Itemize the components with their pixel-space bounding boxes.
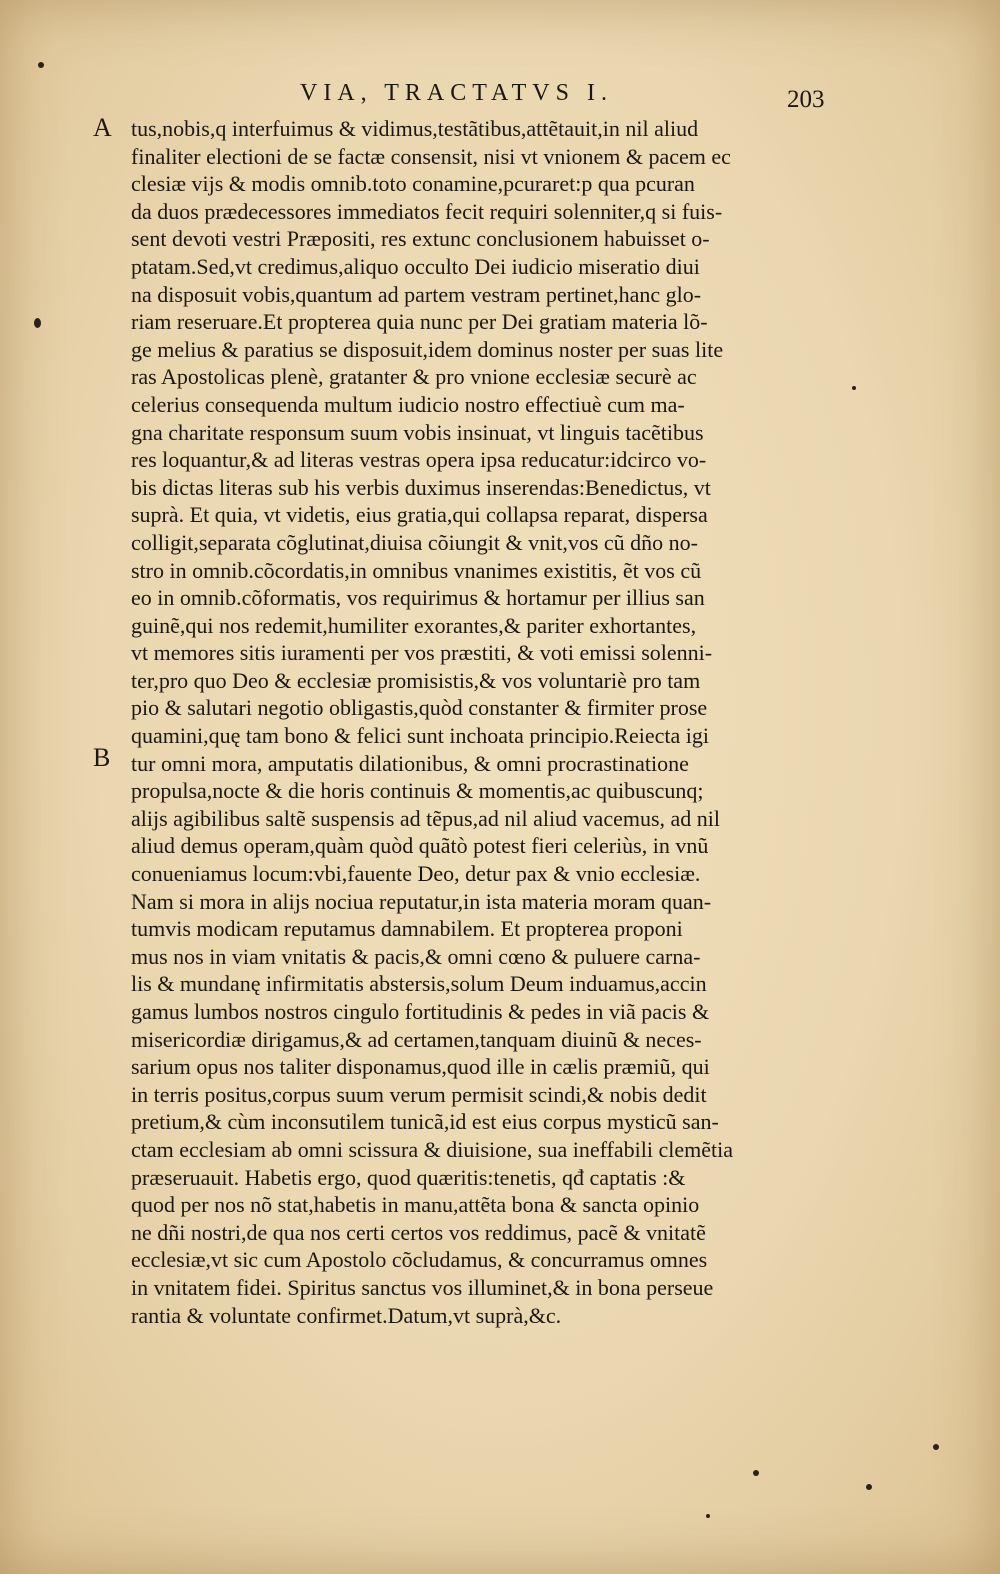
ink-speck <box>852 386 856 390</box>
text-line: Nam si mora in alijs nociua reputatur,in ista materia moram quan- <box>131 888 712 914</box>
text-line: bis dictas literas sub his verbis duximus inserendas:Benedictus, vt <box>131 474 711 500</box>
text-line: na disposuit vobis,quantum ad partem vestram pertinet,hanc glo- <box>131 281 702 307</box>
text-line: riam reseruare.Et propterea quia nunc per Dei gratiam materia lõ- <box>131 309 708 335</box>
text-line: tumvis modicam reputamus damnabilem. Et propterea proponi <box>131 916 683 942</box>
text-line: tus,nobis,q interfuimus & vidimus,testãtibus,attẽtauit,in nil aliud <box>131 116 699 141</box>
text-line: res loquantur,& ad literas vestras opera ipsa reducatur:idcirco vo- <box>131 447 707 473</box>
text-line: rantia & voluntate confirmet.Datum,vt suprà,&c. <box>131 1302 562 1328</box>
running-head: VIA, TRACTATVS I. <box>300 80 613 106</box>
text-line: ter,pro quo Deo & ecclesiæ promisistis,& vos voluntariè pro tam <box>131 667 701 693</box>
text-line: celerius consequenda multum iudicio nostro effectiuè cum ma- <box>131 391 685 417</box>
text-line: alijs agibilibus saltẽ suspensis ad tẽpus,ad nil aliud vacemus, ad nil <box>131 805 721 831</box>
text-line: guinẽ,qui nos redemit,humiliter exorantes,& pariter exhortantes, <box>131 612 697 638</box>
ink-speck <box>933 1444 939 1450</box>
text-line: præseruauit. Habetis ergo, quod quæritis:tenetis, qđ captatis :& <box>131 1164 686 1190</box>
body-text <box>131 115 831 1329</box>
text-line: suprà. Et quia, vt videtis, eius gratia,qui collapsa reparat, dispersa <box>131 502 708 528</box>
text-line: pretium,& cùm inconsutilem tunicã,id est eius corpus mysticũ san- <box>131 1109 719 1135</box>
page-number: 203 <box>787 86 825 113</box>
text-line: aliud demus operam,quàm quòd quãtò potest fieri celeriùs, in vnũ <box>131 833 709 859</box>
text-line: finaliter electioni de se factæ consensit, nisi vt vnionem & pacem ec <box>131 143 731 169</box>
ink-speck <box>753 1470 759 1476</box>
marginal-letter-b: B <box>93 743 111 772</box>
text-line: misericordiæ dirigamus,& ad certamen,tanquam diuinũ & neces- <box>131 1026 702 1052</box>
text-line: ras Apostolicas plenè, gratanter & pro vnione ecclesiæ securè ac <box>131 364 697 390</box>
text-line: in terris positus,corpus suum verum permisit scindi,& nobis dedit <box>131 1081 707 1107</box>
marginal-letter-a: A <box>93 113 112 142</box>
text-line: colligit,separata cõglutinat,diuisa cõiungit & vnit,vos cũ dño no- <box>131 529 699 555</box>
text-line: da duos prædecessores immediatos fecit requiri solenniter,q si fuis- <box>131 198 723 224</box>
text-line: conueniamus locum:vbi,fauente Deo, detur pax & vnio ecclesiæ. <box>131 861 701 887</box>
ink-speck <box>706 1514 710 1518</box>
text-line: quod per nos nõ stat,habetis in manu,attẽta bona & sancta opinio <box>131 1192 700 1218</box>
text-line: vt memores sitis iuramenti per vos præstiti, & voti emissi solenni- <box>131 640 713 666</box>
text-line: pio & salutari negotio obligastis,quòd constanter & firmiter prose <box>131 695 708 721</box>
text-line: tur omni mora, amputatis dilationibus, & omni procrastinatione <box>131 750 689 776</box>
text-line: mus nos in viam vnitatis & pacis,& omni cœno & puluere carna- <box>131 943 701 969</box>
text-line: lis & mundanę infirmitatis abstersis,solum Deum induamus,accin <box>131 971 707 997</box>
text-line: ecclesiæ,vt sic cum Apostolo cõcludamus, & concurramus omnes <box>131 1247 708 1273</box>
text-line: ptatam.Sed,vt credimus,aliquo occulto Dei iudicio miseratio diui <box>131 253 700 279</box>
text-line: ge melius & paratius se disposuit,idem dominus noster per suas lite <box>131 336 724 362</box>
text-line: gamus lumbos nostros cingulo fortitudinis & pedes in viã pacis & <box>131 999 710 1024</box>
text-line: stro in omnib.cõcordatis,in omnibus vnanimes existitis, ẽt vos cũ <box>131 557 702 583</box>
text-line: ne dñi nostri,de qua nos certi certos vos reddimus, pacẽ & vnitatẽ <box>131 1219 706 1245</box>
ink-speck <box>34 318 41 328</box>
text-line: ctam ecclesiam ab omni scissura & diuisione, sua ineffabili clemẽtia <box>131 1136 733 1162</box>
ink-speck <box>866 1484 872 1490</box>
text-line: eo in omnib.cõformatis, vos requirimus & hortamur per illius san <box>131 585 705 611</box>
text-line: sent devoti vestri Præpositi, res extunc conclusionem habuisset o- <box>131 226 710 252</box>
text-line: gna charitate responsum suum vobis insinuat, vt linguis tacẽtibus <box>131 419 704 445</box>
ink-speck <box>38 62 44 68</box>
text-line: clesiæ vijs & modis omnib.toto conamine,pcuraret:p qua pcuran <box>131 171 695 197</box>
text-line: propulsa,nocte & die horis continuis & momentis,ac quibuscunq; <box>131 778 704 804</box>
text-line: in vnitatem fidei. Spiritus sanctus vos illuminet,& in bona perseue <box>131 1274 714 1300</box>
text-line: quamini,quę tam bono & felici sunt inchoata principio.Reiecta igi <box>131 723 709 749</box>
text-line: sarium opus nos taliter disponamus,quod ille in cælis præmiũ, qui <box>131 1054 710 1080</box>
